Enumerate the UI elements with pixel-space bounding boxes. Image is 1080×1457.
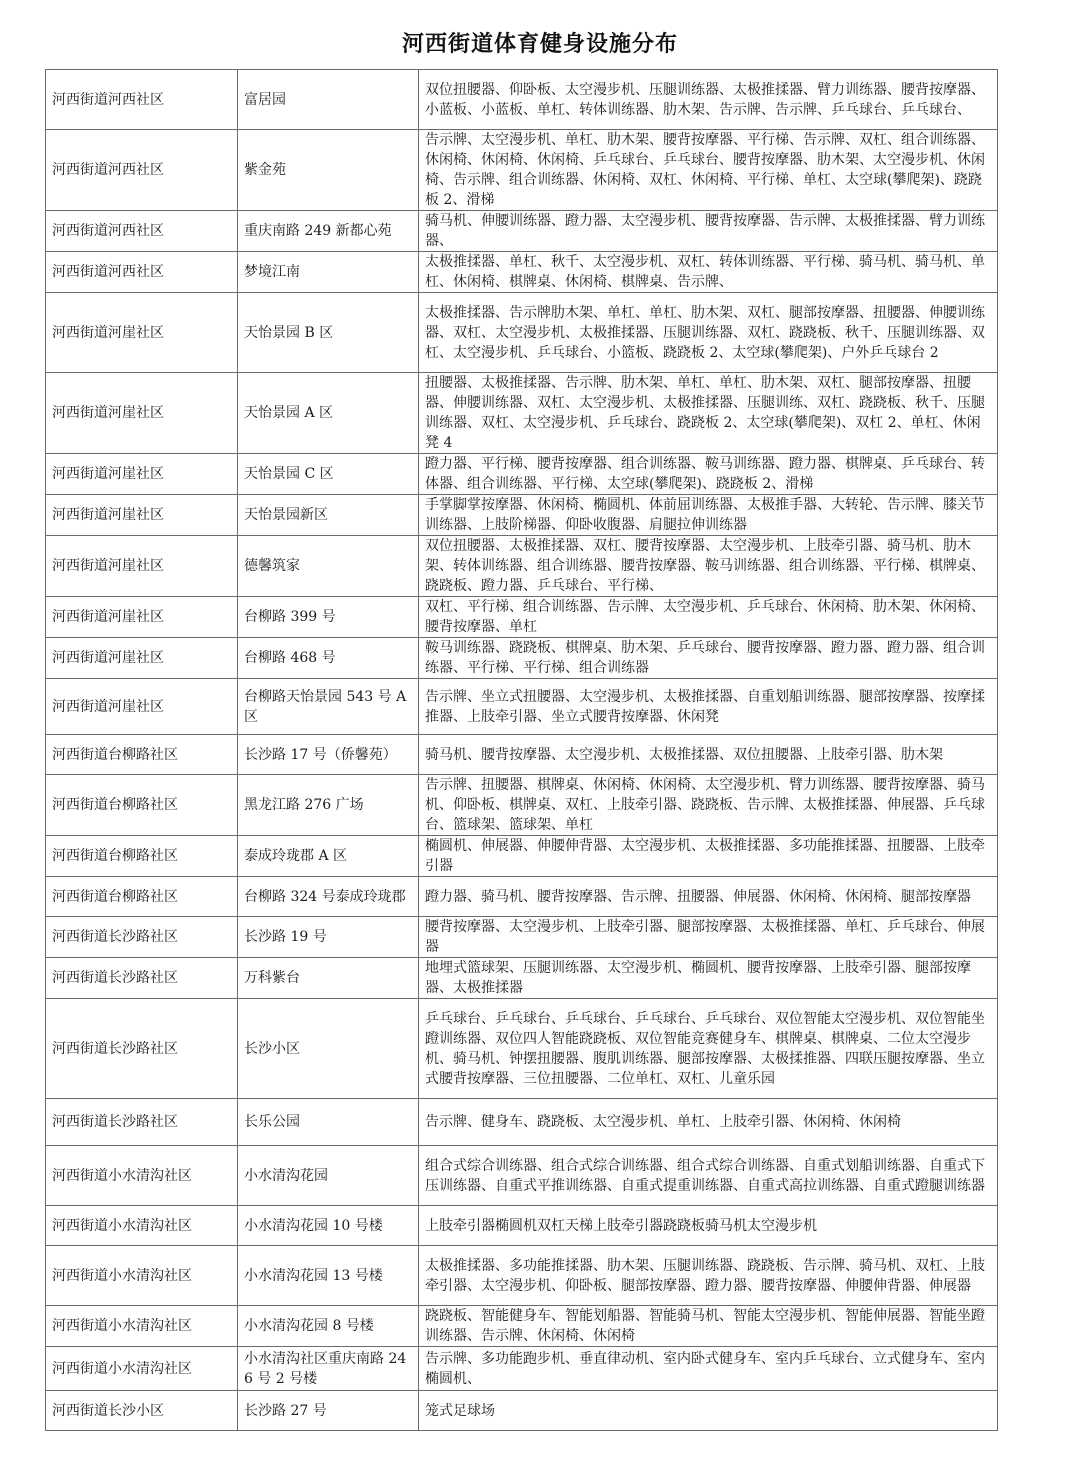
- facilities-cell: 双杠、平行梯、组合训练器、告示牌、太空漫步机、乒乓球台、休闲椅、肋木架、休闲椅、腰背按摩器、单杠: [419, 597, 998, 638]
- facilities-cell: 告示牌、扭腰器、棋牌桌、休闲椅、休闲椅、太空漫步机、臂力训练器、腰背按摩器、骑马机、仰卧板、棋牌桌、双杠、上肢牵引器、跷跷板、告示牌、太极推揉器、伸展器、乒乓球台、篮球架、篮球架、单杠: [419, 775, 998, 836]
- table-row: [46, 735, 998, 775]
- facilities-cell: 地埋式篮球架、压腿训练器、太空漫步机、椭圆机、腰背按摩器、上肢牵引器、腿部按摩器、太极推揉器: [419, 958, 998, 999]
- location-cell: 重庆南路 249 新都心苑: [238, 211, 419, 252]
- location-cell: 小水清沟花园: [238, 1146, 419, 1206]
- community-cell: 河西街道河崖社区: [46, 536, 238, 597]
- table-row: [46, 1146, 998, 1206]
- location-cell: 长沙路 17 号（侨馨苑）: [238, 735, 419, 775]
- facilities-cell: 太极推揉器、单杠、秋千、太空漫步机、双杠、转体训练器、平行梯、骑马机、骑马机、单杠、休闲椅、棋牌桌、休闲椅、棋牌桌、告示牌、: [419, 252, 998, 293]
- location-cell: 泰成玲珑郡 A 区: [238, 836, 419, 877]
- table-row: [46, 836, 998, 877]
- facilities-cell: 太极推揉器、多功能推揉器、肋木架、压腿训练器、跷跷板、告示牌、骑马机、双杠、上肢牵引器、太空漫步机、仰卧板、腿部按摩器、蹬力器、腰背按摩器、伸腰伸背器、伸展器: [419, 1246, 998, 1306]
- community-cell: 河西街道河崖社区: [46, 495, 238, 536]
- facilities-cell: 上肢牵引器椭圆机双杠天梯上肢牵引器跷跷板骑马机太空漫步机: [419, 1206, 998, 1246]
- community-cell: 河西街道河崖社区: [46, 293, 238, 373]
- table-row: [46, 495, 998, 536]
- community-cell: 河西街道台柳路社区: [46, 877, 238, 917]
- location-cell: 长沙路 19 号: [238, 917, 419, 958]
- table-row: [46, 958, 998, 999]
- community-cell: 河西街道长沙路社区: [46, 999, 238, 1099]
- table-row: [46, 679, 998, 735]
- location-cell: 天怡景园新区: [238, 495, 419, 536]
- location-cell: 长沙路 27 号: [238, 1391, 419, 1431]
- facilities-cell: 双位扭腰器、仰卧板、太空漫步机、压腿训练器、太极推揉器、臂力训练器、腰背按摩器、小蓝板、小蓝板、单杠、转体训练器、肋木架、告示牌、告示牌、乒乓球台、乒乓球台、: [419, 70, 998, 130]
- facility-table-body: [46, 70, 998, 1431]
- facilities-cell: 告示牌、太空漫步机、单杠、肋木架、腰背按摩器、平行梯、告示牌、双杠、组合训练器、休闲椅、休闲椅、休闲椅、乒乓球台、乒乓球台、腰背按摩器、肋木架、太空漫步机、休闲椅、告示牌、组合训练器、休闲椅、双杠、休闲椅、平行梯、单杠、太空球(攀爬架)、跷跷板 2、滑梯: [419, 130, 998, 211]
- community-cell: 河西街道长沙小区: [46, 1391, 238, 1431]
- table-row: [46, 70, 998, 130]
- location-cell: 万科紫台: [238, 958, 419, 999]
- location-cell: 小水清沟花园 13 号楼: [238, 1246, 419, 1306]
- table-row: [46, 536, 998, 597]
- community-cell: 河西街道小水清沟社区: [46, 1306, 238, 1347]
- community-cell: 河西街道河崖社区: [46, 679, 238, 735]
- community-cell: 河西街道河西社区: [46, 70, 238, 130]
- facilities-cell: 扭腰器、太极推揉器、告示牌、肋木架、单杠、单杠、肋木架、双杠、腿部按摩器、扭腰器、伸腰训练器、双杠、太空漫步机、太极推揉器、压腿训练、双杠、跷跷板、秋千、压腿训练器、双杠、太空漫步机、乒乓球台、跷跷板 2、太空球(攀爬架)、双杠 2、单杠、休闲凳 4: [419, 373, 998, 454]
- location-cell: 天怡景园 B 区: [238, 293, 419, 373]
- location-cell: 台柳路 468 号: [238, 638, 419, 679]
- community-cell: 河西街道长沙路社区: [46, 917, 238, 958]
- table-row: [46, 293, 998, 373]
- community-cell: 河西街道河崖社区: [46, 373, 238, 454]
- table-row: [46, 252, 998, 293]
- facilities-cell: 组合式综合训练器、组合式综合训练器、组合式综合训练器、自重式划船训练器、自重式下压训练器、自重式平推训练器、自重式提重训练器、自重式高拉训练器、自重式蹬腿训练器: [419, 1146, 998, 1206]
- facilities-cell: 蹬力器、平行梯、腰背按摩器、组合训练器、鞍马训练器、蹬力器、棋牌桌、乒乓球台、转体器、组合训练器、平行梯、太空球(攀爬架)、跷跷板 2、滑梯: [419, 454, 998, 495]
- table-row: [46, 638, 998, 679]
- table-row: [46, 877, 998, 917]
- location-cell: 长沙小区: [238, 999, 419, 1099]
- community-cell: 河西街道河崖社区: [46, 597, 238, 638]
- community-cell: 河西街道长沙路社区: [46, 1099, 238, 1146]
- document-title: 河西街道体育健身设施分布: [401, 31, 678, 57]
- location-cell: 富居园: [238, 70, 419, 130]
- table-row: [46, 1391, 998, 1431]
- location-cell: 黑龙江路 276 广场: [238, 775, 419, 836]
- facilities-cell: 太极推揉器、告示牌肋木架、单杠、单杠、肋木架、双杠、腿部按摩器、扭腰器、伸腰训练器、双杠、太空漫步机、太极推揉器、压腿训练器、双杠、跷跷板、秋千、压腿训练器、双杠、太空漫步机、乒乓球台、小篮板、跷跷板 2、太空球(攀爬架)、户外乒乓球台 2: [419, 293, 998, 373]
- facilities-cell: 骑马机、伸腰训练器、蹬力器、太空漫步机、腰背按摩器、告示牌、太极推揉器、臂力训练器、: [419, 211, 998, 252]
- facilities-cell: 椭圆机、伸展器、伸腰伸背器、太空漫步机、太极推揉器、多功能推揉器、扭腰器、上肢牵引器: [419, 836, 998, 877]
- location-cell: 梦境江南: [238, 252, 419, 293]
- facilities-cell: 乒乓球台、乒乓球台、乒乓球台、乒乓球台、乒乓球台、双位智能太空漫步机、双位智能坐蹬训练器、双位四人智能跷跷板、双位智能竞赛健身车、棋牌桌、棋牌桌、二位太空漫步机、骑马机、钟摆扭腰器、腹肌训练器、腿部按摩器、太极揉推器、四联压腿按摩器、坐立式腰背按摩器、三位扭腰器、二位单杠、双杠、儿童乐园: [419, 999, 998, 1099]
- facilities-cell: 腰背按摩器、太空漫步机、上肢牵引器、腿部按摩器、太极推揉器、单杠、乒乓球台、伸展器: [419, 917, 998, 958]
- community-cell: 河西街道小水清沟社区: [46, 1246, 238, 1306]
- community-cell: 河西街道河西社区: [46, 130, 238, 211]
- community-cell: 河西街道小水清沟社区: [46, 1206, 238, 1246]
- table-row: [46, 999, 998, 1099]
- table-row: [46, 1206, 998, 1246]
- facilities-cell: 笼式足球场: [419, 1391, 998, 1431]
- facilities-cell: 鞍马训练器、跷跷板、棋牌桌、肋木架、乒乓球台、腰背按摩器、蹬力器、蹬力器、组合训练器、平行梯、平行梯、组合训练器: [419, 638, 998, 679]
- location-cell: 天怡景园 C 区: [238, 454, 419, 495]
- community-cell: 河西街道台柳路社区: [46, 735, 238, 775]
- table-row: [46, 454, 998, 495]
- location-cell: 小水清沟社区重庆南路 246 号 2 号楼: [238, 1347, 419, 1391]
- community-cell: 河西街道小水清沟社区: [46, 1146, 238, 1206]
- facilities-cell: 双位扭腰器、太极推揉器、双杠、腰背按摩器、太空漫步机、上肢牵引器、骑马机、肋木架、转体训练器、组合训练器、腰背按摩器、鞍马训练器、组合训练器、平行梯、棋牌桌、跷跷板、蹬力器、乒乓球台、平行梯、: [419, 536, 998, 597]
- location-cell: 台柳路 399 号: [238, 597, 419, 638]
- location-cell: 长乐公园: [238, 1099, 419, 1146]
- community-cell: 河西街道河西社区: [46, 211, 238, 252]
- community-cell: 河西街道小水清沟社区: [46, 1347, 238, 1391]
- community-cell: 河西街道台柳路社区: [46, 836, 238, 877]
- facilities-cell: 告示牌、多功能跑步机、垂直律动机、室内卧式健身车、室内乒乓球台、立式健身车、室内椭圆机、: [419, 1347, 998, 1391]
- table-row: [46, 1347, 998, 1391]
- table-row: [46, 1099, 998, 1146]
- community-cell: 河西街道台柳路社区: [46, 775, 238, 836]
- location-cell: 德馨筑家: [238, 536, 419, 597]
- community-cell: 河西街道河崖社区: [46, 638, 238, 679]
- table-row: [46, 373, 998, 454]
- facilities-cell: 告示牌、坐立式扭腰器、太空漫步机、太极推揉器、自重划船训练器、腿部按摩器、按摩揉推器、上肢牵引器、坐立式腰背按摩器、休闲凳: [419, 679, 998, 735]
- table-row: [46, 1306, 998, 1347]
- facilities-cell: 蹬力器、骑马机、腰背按摩器、告示牌、扭腰器、伸展器、休闲椅、休闲椅、腿部按摩器: [419, 877, 998, 917]
- community-cell: 河西街道长沙路社区: [46, 958, 238, 999]
- facilities-cell: 跷跷板、智能健身车、智能划船器、智能骑马机、智能太空漫步机、智能伸展器、智能坐蹬训练器、告示牌、休闲椅、休闲椅: [419, 1306, 998, 1347]
- community-cell: 河西街道河西社区: [46, 252, 238, 293]
- location-cell: 台柳路 324 号泰成玲珑郡: [238, 877, 419, 917]
- location-cell: 天怡景园 A 区: [238, 373, 419, 454]
- facilities-cell: 告示牌、健身车、跷跷板、太空漫步机、单杠、上肢牵引器、休闲椅、休闲椅: [419, 1099, 998, 1146]
- table-row: [46, 130, 998, 211]
- table-row: [46, 1246, 998, 1306]
- facilities-cell: 手掌脚掌按摩器、休闲椅、椭圆机、体前屈训练器、太极推手器、大转轮、告示牌、膝关节训练器、上肢阶梯器、仰卧收腹器、肩腿拉伸训练器: [419, 495, 998, 536]
- table-row: [46, 917, 998, 958]
- location-cell: 小水清沟花园 10 号楼: [238, 1206, 419, 1246]
- table-row: [46, 597, 998, 638]
- location-cell: 台柳路天怡景园 543 号 A 区: [238, 679, 419, 735]
- facility-table: [45, 69, 998, 1431]
- table-row: [46, 775, 998, 836]
- community-cell: 河西街道河崖社区: [46, 454, 238, 495]
- location-cell: 紫金苑: [238, 130, 419, 211]
- facilities-cell: 骑马机、腰背按摩器、太空漫步机、太极推揉器、双位扭腰器、上肢牵引器、肋木架: [419, 735, 998, 775]
- table-row: [46, 211, 998, 252]
- location-cell: 小水清沟花园 8 号楼: [238, 1306, 419, 1347]
